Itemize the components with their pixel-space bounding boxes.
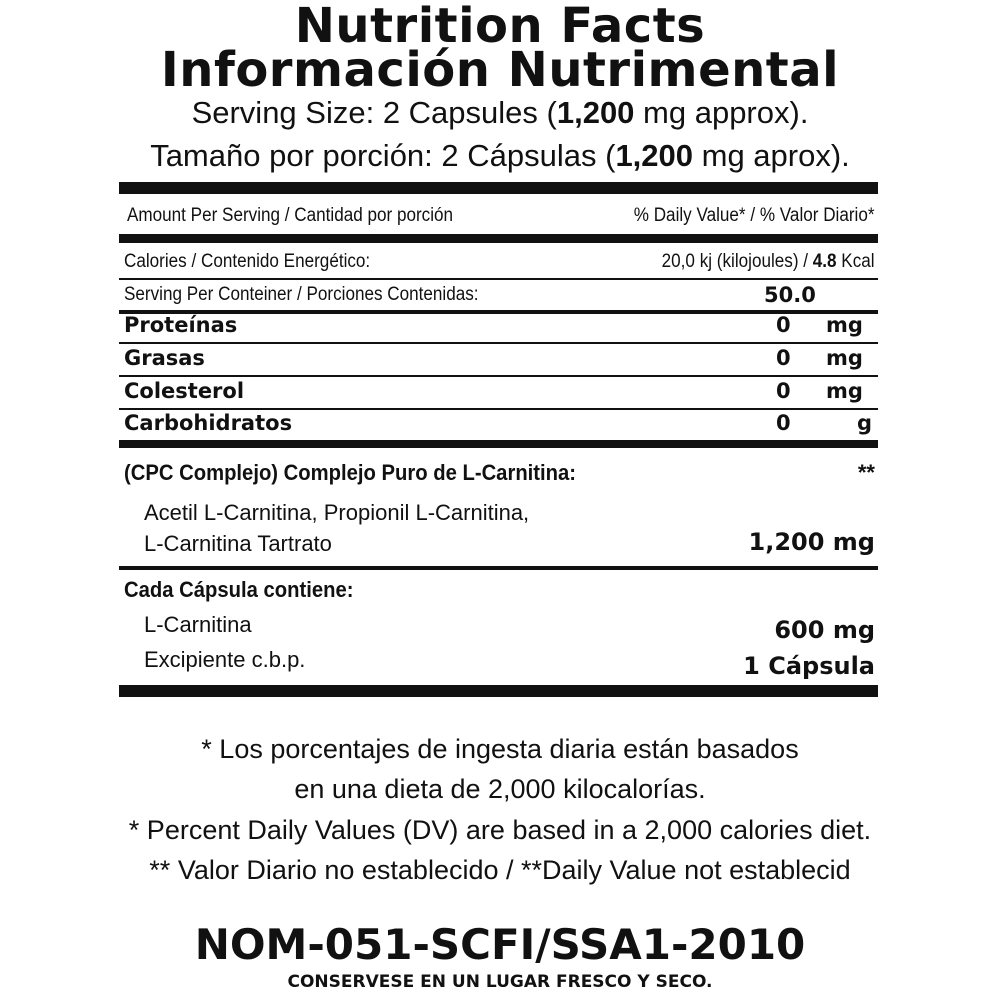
capsule-item-value: 1 Cápsula xyxy=(743,652,875,680)
nutrient-amount: 0 xyxy=(776,379,791,403)
nutrient-unit: g xyxy=(857,411,873,435)
divider xyxy=(119,375,878,377)
calories-value-suffix: Kcal xyxy=(836,251,875,272)
nutrient-amount: 0 xyxy=(776,411,791,435)
nutrient-name: Carbohidratos xyxy=(124,411,293,435)
serving-es-suffix: mg aprox). xyxy=(693,138,850,173)
complex-ingredients-line2: L-Carnitina Tartrato xyxy=(144,531,332,556)
divider-thick xyxy=(119,182,878,194)
complex-dv-mark: ** xyxy=(857,460,875,485)
complex-title: (CPC Complejo) Complejo Puro de L-Carnitina: xyxy=(124,460,577,485)
capsule-item-label: Excipiente c.b.p. xyxy=(144,647,306,672)
serving-en-prefix: Serving Size: 2 Capsules ( xyxy=(191,95,557,130)
serving-size-english xyxy=(0,95,1000,131)
storage-instructions: CONSERVESE EN UN LUGAR FRESCO Y SECO. xyxy=(287,972,713,992)
nutrient-amount: 0 xyxy=(776,313,791,337)
nutrient-name: Colesterol xyxy=(124,379,245,403)
title-english: Nutrition Facts xyxy=(294,0,706,54)
servings-per-container-label: Serving Per Conteiner / Porciones Contenidas: xyxy=(124,284,479,305)
divider-thick xyxy=(119,685,878,697)
divider xyxy=(119,342,878,344)
serving-es-prefix: Tamaño por porción: 2 Cápsulas ( xyxy=(150,138,616,173)
divider xyxy=(119,566,878,570)
divider xyxy=(119,408,878,410)
regulation-code: NOM-051-SCFI/SSA1-2010 xyxy=(194,920,806,969)
servings-per-container-value: 50.0 xyxy=(764,283,816,307)
capsule-item-value: 600 mg xyxy=(774,616,875,644)
amount-per-serving-header: Amount Per Serving / Cantidad por porción xyxy=(127,205,454,226)
footnote-line: en una dieta de 2,000 kilocalorías. xyxy=(294,774,706,804)
title-spanish: Información Nutrimental xyxy=(160,42,840,98)
serving-en-suffix: mg approx). xyxy=(634,95,809,130)
divider-thick xyxy=(119,440,878,448)
footnote-line: * Percent Daily Values (DV) are based in a 2,000 calories diet. xyxy=(128,815,872,845)
footnote-line: * Los porcentajes de ingesta diaria están basados xyxy=(201,734,799,764)
divider xyxy=(119,278,878,280)
nutrient-amount: 0 xyxy=(776,346,791,370)
daily-value-header: % Daily Value* / % Valor Diario* xyxy=(634,205,875,226)
capsule-contents-title: Cada Cápsula contiene: xyxy=(124,577,354,602)
footnote-line: ** Valor Diario no establecido / **Daily Value not establecid xyxy=(149,855,851,885)
nutrient-unit: mg xyxy=(826,346,863,370)
complex-ingredients-line1: Acetil L-Carnitina, Propionil L-Carnitina, xyxy=(144,500,530,525)
calories-kcal-value: 4.8 xyxy=(813,251,837,272)
nutrient-unit: mg xyxy=(826,313,863,337)
calories-value-prefix: 20,0 kj (kilojoules) / xyxy=(662,251,814,272)
nutrient-name: Proteínas xyxy=(124,313,238,337)
divider-header xyxy=(119,234,878,243)
serving-en-bold: 1,200 xyxy=(556,95,635,130)
nutrient-name: Grasas xyxy=(124,346,205,370)
calories-label: Calories / Contenido Energético: xyxy=(124,251,371,272)
serving-size-spanish xyxy=(0,138,1000,174)
nutrient-unit: mg xyxy=(826,379,863,403)
serving-es-bold: 1,200 xyxy=(615,138,694,173)
complex-amount: 1,200 mg xyxy=(748,528,875,556)
capsule-item-label: L-Carnitina xyxy=(144,612,252,637)
calories-value xyxy=(662,251,875,273)
